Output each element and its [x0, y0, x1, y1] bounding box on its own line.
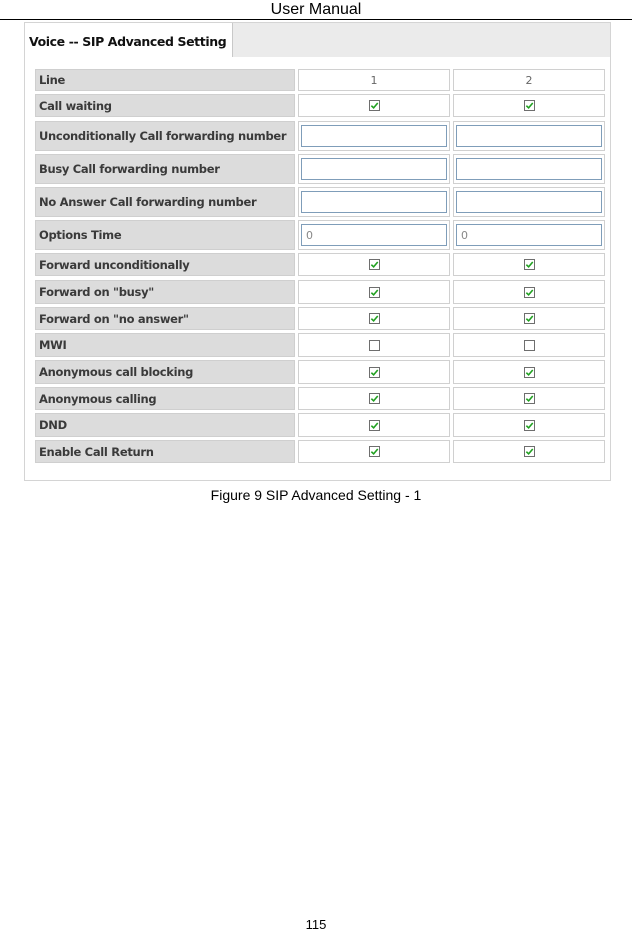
- figure-caption: Figure 9 SIP Advanced Setting - 1: [210, 487, 422, 503]
- anonymous-call-blocking-line-1-checkbox[interactable]: [369, 367, 380, 378]
- line-2-cell: [453, 333, 605, 357]
- header-rule: [0, 19, 632, 20]
- line-2-cell: [453, 307, 605, 330]
- line-1-cell: [298, 440, 450, 463]
- line-1-cell: [298, 307, 450, 330]
- mwi-line-1-checkbox[interactable]: [369, 340, 380, 351]
- checkmark-icon: [525, 260, 534, 269]
- setting-label: Forward on "busy": [35, 280, 295, 304]
- unconditionally-call-forwarding-number-line-1-input[interactable]: [301, 125, 447, 147]
- setting-label: DND: [35, 413, 295, 437]
- checkmark-icon: [525, 288, 534, 297]
- checkmark-icon: [370, 288, 379, 297]
- line-2-cell: [453, 440, 605, 463]
- forward-on-busy-line-2-checkbox[interactable]: [524, 287, 535, 298]
- line-1-cell: [298, 333, 450, 357]
- page-number: 115: [305, 917, 327, 932]
- line-1-cell: [298, 121, 450, 151]
- checkmark-icon: [525, 447, 534, 456]
- mwi-line-2-checkbox[interactable]: [524, 340, 535, 351]
- checkmark-icon: [370, 447, 379, 456]
- screenshot-figure: [24, 22, 611, 481]
- enable-call-return-line-2-checkbox[interactable]: [524, 446, 535, 457]
- line-1-cell: [298, 253, 450, 276]
- anonymous-call-blocking-line-2-checkbox[interactable]: [524, 367, 535, 378]
- checkmark-icon: [370, 260, 379, 269]
- line-1-cell: [298, 280, 450, 304]
- setting-label: Unconditionally Call forwarding number: [35, 121, 295, 151]
- page-header: User Manual: [270, 1, 362, 18]
- forward-unconditionally-line-2-checkbox[interactable]: [524, 259, 535, 270]
- line-2-cell: [453, 280, 605, 304]
- checkmark-icon: [525, 421, 534, 430]
- checkmark-icon: [525, 314, 534, 323]
- busy-call-forwarding-number-line-1-input[interactable]: [301, 158, 447, 180]
- dnd-line-2-checkbox[interactable]: [524, 420, 535, 431]
- call-waiting-line-2-checkbox[interactable]: [524, 100, 535, 111]
- checkmark-icon: [525, 394, 534, 403]
- line-1-cell: [298, 220, 450, 250]
- busy-call-forwarding-number-line-2-input[interactable]: [456, 158, 602, 180]
- line-label: Line: [35, 69, 295, 91]
- checkmark-icon: [370, 421, 379, 430]
- forward-on-no-answer-line-1-checkbox[interactable]: [369, 313, 380, 324]
- options-time-line-2-input[interactable]: 0: [456, 224, 602, 246]
- setting-label: Busy Call forwarding number: [35, 154, 295, 184]
- unconditionally-call-forwarding-number-line-2-input[interactable]: [456, 125, 602, 147]
- checkmark-icon: [370, 368, 379, 377]
- line-1-cell: [298, 360, 450, 384]
- no-answer-call-forwarding-number-line-2-input[interactable]: [456, 191, 602, 213]
- line-2-cell: [453, 413, 605, 437]
- forward-unconditionally-line-1-checkbox[interactable]: [369, 259, 380, 270]
- line-1-number: 1: [370, 73, 378, 87]
- setting-label: Anonymous calling: [35, 387, 295, 410]
- setting-label: Enable Call Return: [35, 440, 295, 463]
- line-1-cell: [298, 154, 450, 184]
- dnd-line-1-checkbox[interactable]: [369, 420, 380, 431]
- checkmark-icon: [370, 314, 379, 323]
- line-1-cell: [298, 387, 450, 410]
- anonymous-calling-line-2-checkbox[interactable]: [524, 393, 535, 404]
- checkmark-icon: [525, 368, 534, 377]
- setting-label: Call waiting: [35, 94, 295, 117]
- setting-label: No Answer Call forwarding number: [35, 187, 295, 217]
- line-2-cell: [453, 360, 605, 384]
- line-1-header: [298, 69, 450, 91]
- line-2-cell: [453, 94, 605, 117]
- checkmark-icon: [525, 101, 534, 110]
- line-2-header: [453, 69, 605, 91]
- line-2-number: 2: [525, 73, 533, 87]
- line-2-cell: [453, 154, 605, 184]
- line-2-cell: [453, 387, 605, 410]
- setting-label: Forward unconditionally: [35, 253, 295, 276]
- checkmark-icon: [370, 394, 379, 403]
- checkmark-icon: [370, 101, 379, 110]
- line-1-cell: [298, 413, 450, 437]
- line-1-cell: [298, 94, 450, 117]
- line-1-cell: [298, 187, 450, 217]
- settings-table: [25, 57, 610, 481]
- setting-label: Forward on "no answer": [35, 307, 295, 330]
- line-2-cell: [453, 253, 605, 276]
- tab-sip-advanced-setting[interactable]: Voice -- SIP Advanced Setting: [25, 23, 233, 57]
- no-answer-call-forwarding-number-line-1-input[interactable]: [301, 191, 447, 213]
- line-2-cell: [453, 187, 605, 217]
- forward-on-no-answer-line-2-checkbox[interactable]: [524, 313, 535, 324]
- enable-call-return-line-1-checkbox[interactable]: [369, 446, 380, 457]
- setting-label: Anonymous call blocking: [35, 360, 295, 384]
- forward-on-busy-line-1-checkbox[interactable]: [369, 287, 380, 298]
- setting-label: Options Time: [35, 220, 295, 250]
- options-time-line-1-input[interactable]: 0: [301, 224, 447, 246]
- setting-label: MWI: [35, 333, 295, 357]
- call-waiting-line-1-checkbox[interactable]: [369, 100, 380, 111]
- line-2-cell: [453, 220, 605, 250]
- anonymous-calling-line-1-checkbox[interactable]: [369, 393, 380, 404]
- line-2-cell: [453, 121, 605, 151]
